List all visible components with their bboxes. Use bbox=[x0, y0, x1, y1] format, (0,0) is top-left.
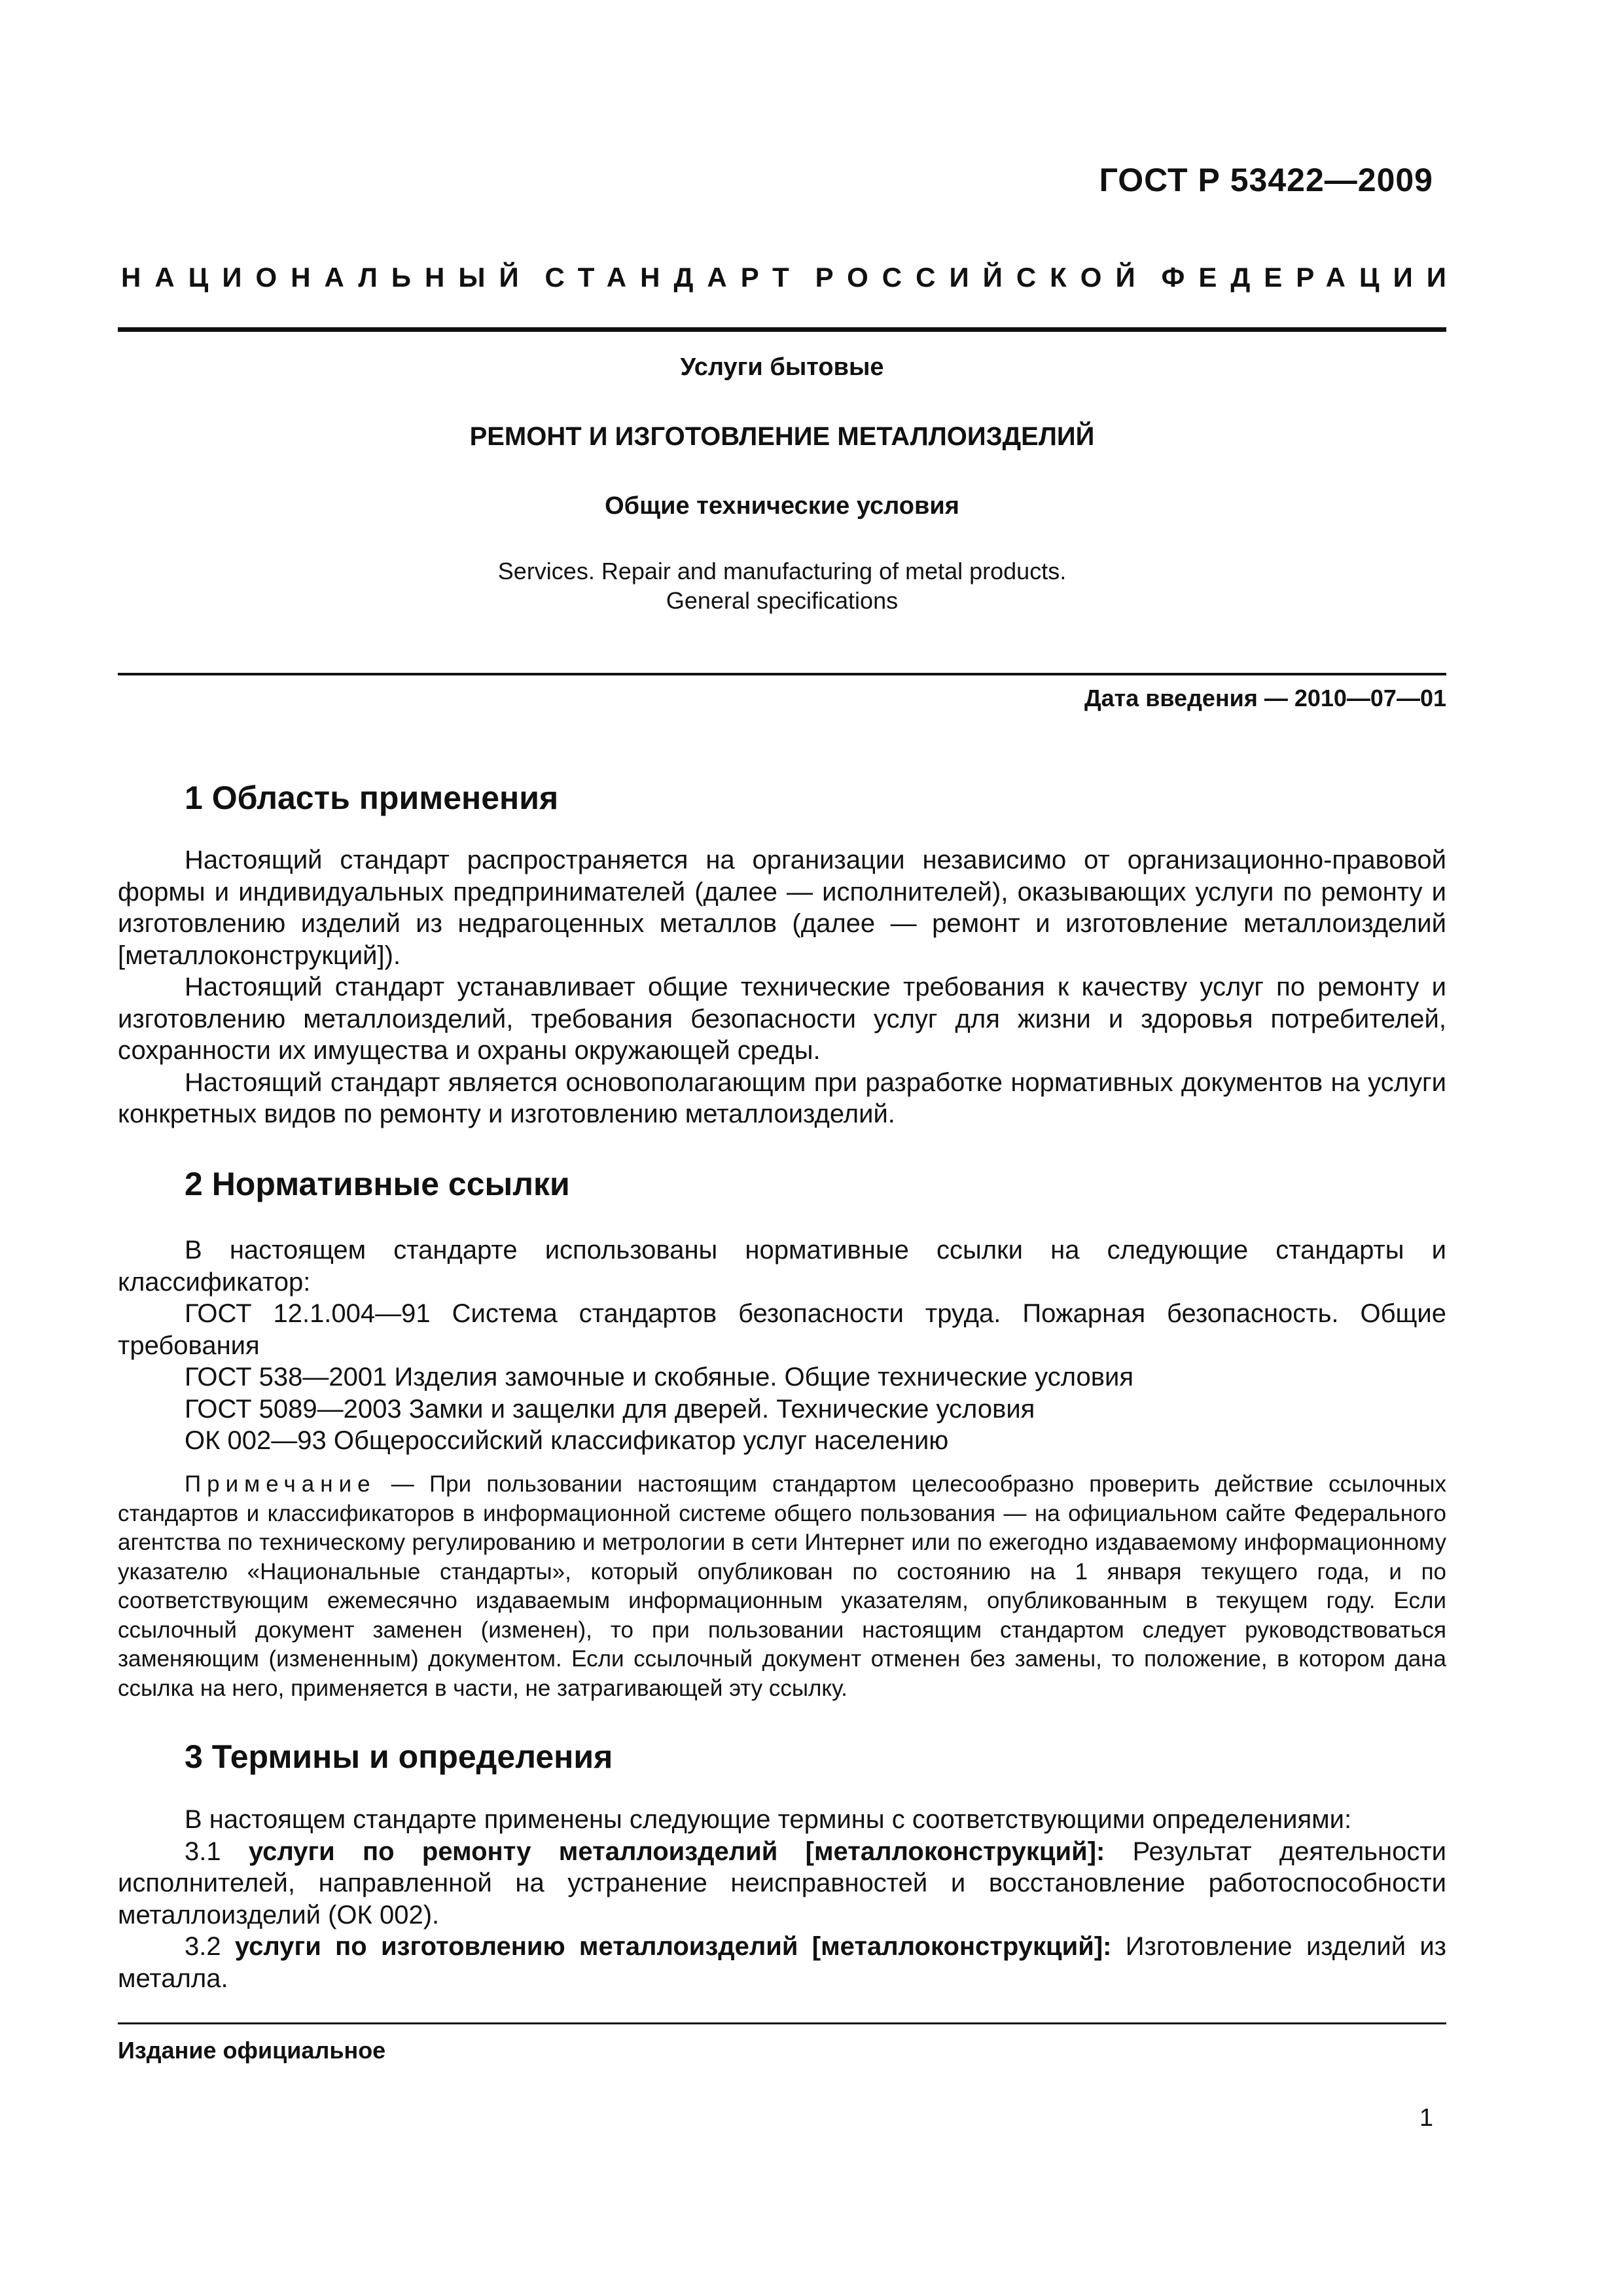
reference-item: ГОСТ 538—2001 Изделия замочные и скобяные. Общие технические условия bbox=[185, 1363, 1133, 1391]
reference-item: ГОСТ 12.1.004—91 Система стандартов безопасности труда. Пожарная безопасность. Общие требования bbox=[118, 1299, 1446, 1360]
footer-divider bbox=[118, 2022, 1446, 2024]
paragraph: В настоящем стандарте применены следующие термины с соответствующими определениями: bbox=[185, 1805, 1352, 1834]
paragraph: Настоящий стандарт распространяется на организации независимо от организационно-правовой формы и индивидуальных предпринимателей (далее — исполнителей), оказывающих услуги по ремонту и изготовлению изделий из недрагоценных металлов (далее — ремонт и изготовление металлоизделий [металлоконструкций]). bbox=[118, 846, 1446, 970]
introduction-date: Дата введения — 2010—07—01 bbox=[1084, 685, 1446, 711]
term-number: 3.1 bbox=[185, 1837, 249, 1866]
paragraph: В настоящем стандарте использованы нормативные ссылки на следующие стандарты и классификатор: bbox=[118, 1236, 1446, 1297]
section-2-body bbox=[118, 1234, 1446, 1457]
national-title-word: ФЕДЕРАЦИИ bbox=[1161, 262, 1460, 293]
term-number: 3.2 bbox=[185, 1932, 235, 1961]
note-label: Примечание bbox=[185, 1471, 376, 1497]
term-definition: Изготовление изделий из металла. bbox=[118, 1932, 1447, 1993]
section-heading-2: 2 Нормативные ссылки bbox=[185, 1166, 570, 1202]
reference-item: ОК 002—93 Общероссийский классификатор услуг населению bbox=[185, 1426, 949, 1455]
national-title-word: СТАНДАРТ bbox=[544, 262, 803, 293]
national-title-word: НАЦИОНАЛЬНЫЙ bbox=[121, 262, 533, 293]
page-number: 1 bbox=[1419, 2104, 1433, 2132]
title-divider bbox=[118, 673, 1446, 675]
top-divider bbox=[118, 327, 1446, 332]
document-number: ГОСТ Р 53422—2009 bbox=[1099, 162, 1433, 198]
note bbox=[118, 1470, 1446, 1703]
section-heading-1: 1 Область применения bbox=[185, 780, 559, 816]
title-english-line-2: General specifications bbox=[666, 587, 899, 614]
national-title-word: РОССИЙСКОЙ bbox=[815, 262, 1149, 293]
term-definition: Результат деятельности исполнителей, направленной на устранение неисправностей и восстановление работоспособности металлоизделий (ОК 002). bbox=[118, 1837, 1446, 1929]
term-entry bbox=[118, 1836, 1446, 1931]
title-english-line-1: Services. Repair and manufacturing of metal products. bbox=[497, 558, 1067, 584]
paragraph: Настоящий стандарт является основополагающим при разработке нормативных документов на услуги конкретных видов по ремонту и изготовлению металлоизделий. bbox=[118, 1067, 1446, 1128]
term-entry bbox=[118, 1931, 1446, 1994]
term-name: услуги по ремонту металлоизделий [металлоконструкций]: bbox=[248, 1837, 1105, 1866]
section-3-body bbox=[118, 1804, 1446, 1994]
title-subtitle: Общие технические условия bbox=[605, 492, 959, 520]
title-category: Услуги бытовые bbox=[680, 353, 884, 381]
official-edition-label: Издание официальное bbox=[118, 2037, 386, 2064]
paragraph: Настоящий стандарт устанавливает общие технические требования к качеству услуг по ремонту и изготовлению металлоизделий, требования безопасности услуг для жизни и здоровья потребителей, сохранности их имущества и охраны окружающей среды. bbox=[118, 973, 1446, 1065]
section-heading-3: 3 Термины и определения bbox=[185, 1738, 613, 1775]
national-standard-title bbox=[121, 262, 1460, 293]
title-main: РЕМОНТ И ИЗГОТОВЛЕНИЕ МЕТАЛЛОИЗДЕЛИЙ bbox=[469, 422, 1095, 451]
term-name: услуги по изготовлению металлоизделий [металлоконструкций]: bbox=[234, 1932, 1112, 1961]
reference-item: ГОСТ 5089—2003 Замки и защелки для дверей. Технические условия bbox=[185, 1394, 1035, 1424]
section-1-body bbox=[118, 844, 1446, 1130]
note-text: — При пользовании настоящим стандартом целесообразно проверить действие ссылочных стандартов и классификаторов в информационной системе общего пользования — на официальном сайте Федерального агентства по техническому регулированию и метрологии в сети Интернет или по ежегодно издаваемому информационному указателю «Национальные стандарты», который опубликован по состоянию на 1 января текущего года, и по соответствующим ежемесячно издаваемым информационным указателям, опубликованным в текущем году. Если ссылочный документ заменен (изменен), то при пользовании настоящим стандартом следует руководствоваться заменяющим (измененным) документом. Если ссылочный документ отменен без замены, то положение, в котором дана ссылка на него, применяется в части, не затрагивающей эту ссылку. bbox=[118, 1471, 1446, 1701]
